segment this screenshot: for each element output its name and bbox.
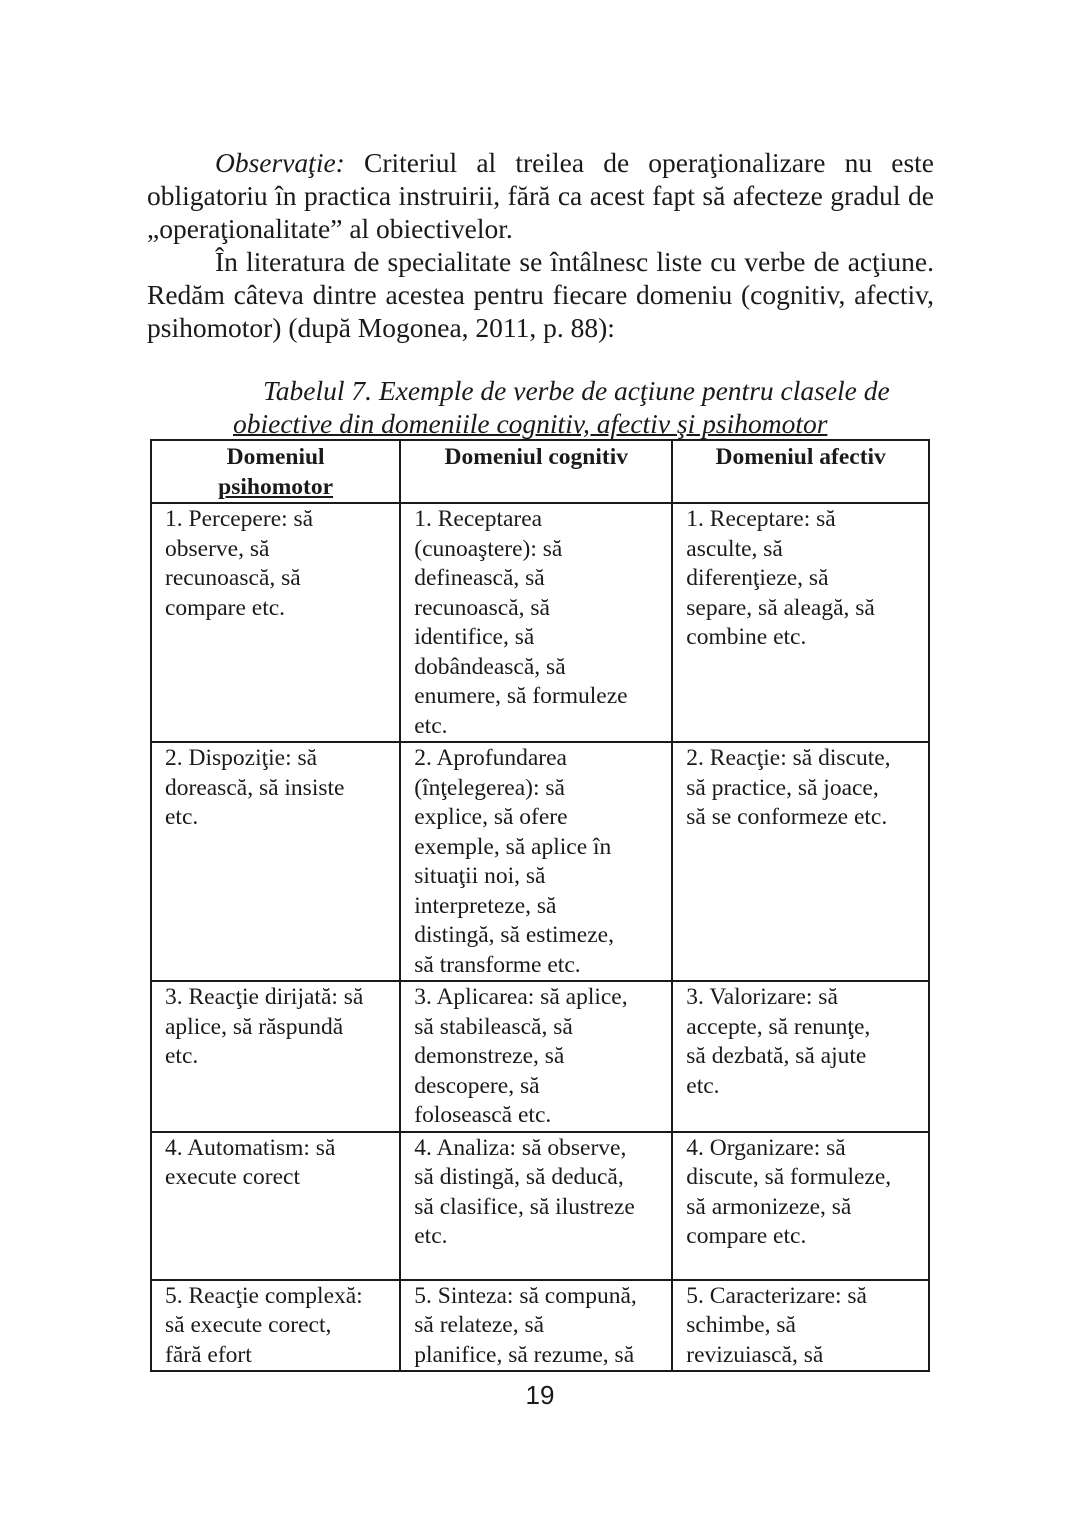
observation-label: Observaţie: xyxy=(215,147,345,178)
cell-line: 3. Aplicarea: să aplice, xyxy=(414,984,628,1010)
cell-line: să clasifice, să ilustreze xyxy=(414,1193,635,1220)
cell-line: fără efort xyxy=(165,1341,252,1368)
cell-line: demonstreze, să xyxy=(414,1043,565,1069)
cell-line: 1. Percepere: să xyxy=(165,506,314,532)
cell-line: 5. Caracterizare: să xyxy=(686,1282,867,1309)
cell-line: observe, să xyxy=(165,535,270,562)
cell-line: să practice, să joace, xyxy=(686,774,879,801)
cell-line: schimbe, să xyxy=(686,1312,796,1338)
cell-line: aplice, să răspundă xyxy=(165,1013,344,1040)
cell-line: (înţelegerea): să xyxy=(414,774,565,801)
cell-line: definească, să xyxy=(414,565,545,591)
cell-line: să armonizeze, să xyxy=(686,1193,852,1220)
cell-line: etc. xyxy=(414,1223,448,1249)
cell-line: dobândească, să xyxy=(414,653,566,680)
observation-paragraph xyxy=(147,146,934,245)
table-header-row xyxy=(151,440,929,503)
cell-line: să dezbată, să ajute xyxy=(686,1043,867,1069)
cell-afectiv xyxy=(672,1132,929,1280)
cell-line: diferenţieze, să xyxy=(686,565,829,591)
table-caption xyxy=(150,374,930,440)
cell-line: asculte, să xyxy=(686,535,783,562)
page-number: 19 xyxy=(525,1380,555,1410)
cell-psihomotor xyxy=(151,503,400,742)
cell-cognitiv xyxy=(400,742,672,981)
cell-line: accepte, să renunţe, xyxy=(686,1013,871,1040)
cell-psihomotor xyxy=(151,981,400,1132)
cell-line: etc. xyxy=(165,1043,199,1069)
cell-psihomotor xyxy=(151,742,400,981)
cell-cognitiv xyxy=(400,1132,672,1280)
cell-cognitiv xyxy=(400,981,672,1132)
header-psihomotor xyxy=(151,440,400,503)
cell-line: să stabilească, să xyxy=(414,1013,573,1040)
observation-text: Criteriul al treilea de operaţionalizare nu este obligatoriu în practica instruirii, fără ca acest fapt să afecteze gradul de „operaţionalitate” al obiectivelor. xyxy=(147,147,934,244)
header-cognitiv: Domeniul cognitiv xyxy=(400,440,672,503)
cell-line: separe, să aleagă, să xyxy=(686,594,875,621)
cell-line: 3. Reacţie dirijată: să xyxy=(165,984,364,1010)
action-verbs-table xyxy=(150,439,930,1372)
cell-line: combine etc. xyxy=(686,624,807,650)
table-row xyxy=(151,981,929,1132)
cell-line: exemple, să aplice în xyxy=(414,833,612,860)
cell-line: folosească etc. xyxy=(414,1102,552,1128)
cell-line: 2. Aprofundarea xyxy=(414,745,567,771)
header-psihomotor-line1: Domeniul xyxy=(226,444,325,470)
cell-line: descopere, să xyxy=(414,1072,540,1099)
cell-afectiv xyxy=(672,981,929,1132)
cell-line: recunoască, să xyxy=(414,594,550,621)
table-caption-line1: Tabelul 7. Exemple de verbe de acţiune pentru clasele de xyxy=(263,375,890,406)
cell-line: 4. Analiza: să observe, xyxy=(414,1134,627,1161)
cell-line: 2. Dispoziţie: să xyxy=(165,745,318,771)
table-body xyxy=(151,503,929,1371)
cell-line: 4. Automatism: să xyxy=(165,1134,336,1161)
cell-line: identifice, să xyxy=(414,624,535,650)
header-afectiv: Domeniul afectiv xyxy=(672,440,929,503)
cell-afectiv xyxy=(672,742,929,981)
cell-line: compare etc. xyxy=(686,1223,807,1249)
cell-line: distingă, să estimeze, xyxy=(414,922,614,948)
cell-line: revizuiască, să xyxy=(686,1341,824,1368)
cell-line: explice, să ofere xyxy=(414,804,568,830)
cell-line: 5. Reacţie complexă: xyxy=(165,1282,363,1309)
cell-line: 4. Organizare: să xyxy=(686,1134,846,1161)
cell-cognitiv xyxy=(400,503,672,742)
cell-line: recunoască, să xyxy=(165,565,301,591)
cell-line: să distingă, să deducă, xyxy=(414,1164,624,1190)
cell-line: 2. Reacţie: să discute, xyxy=(686,745,891,771)
cell-line: dorească, să insiste xyxy=(165,774,345,801)
cell-line: etc. xyxy=(686,1072,720,1099)
cell-line: execute corect xyxy=(165,1164,301,1190)
cell-line: 1. Receptare: să xyxy=(686,506,836,532)
cell-line: să transforme etc. xyxy=(414,951,581,978)
cell-line: să relateze, să xyxy=(414,1312,545,1338)
cell-line: discute, să formuleze, xyxy=(686,1164,892,1190)
cell-line: enumere, să formuleze xyxy=(414,683,628,709)
cell-psihomotor xyxy=(151,1280,400,1372)
cell-line: 1. Receptarea xyxy=(414,506,543,532)
cell-line: să execute corect, xyxy=(165,1312,332,1338)
cell-line: compare etc. xyxy=(165,594,286,621)
cell-psihomotor xyxy=(151,1132,400,1280)
cell-cognitiv xyxy=(400,1280,672,1372)
table-row xyxy=(151,503,929,742)
cell-line: interpreteze, să xyxy=(414,892,557,919)
intro-text: În literatura de specialitate se întâlnesc liste cu verbe de acţiune. Redăm câteva dintre acestea pentru fiecare domeniu (cognitiv, afectiv, psihomotor) (după Mogonea, 2011, p. 88): xyxy=(147,246,934,343)
intro-paragraph xyxy=(147,245,934,344)
cell-line: etc. xyxy=(165,804,199,830)
cell-line: 3. Valorizare: să xyxy=(686,984,838,1010)
table-row xyxy=(151,742,929,981)
cell-line: situaţii noi, să xyxy=(414,863,546,889)
cell-line: 5. Sinteza: să compună, xyxy=(414,1282,637,1309)
table-row xyxy=(151,1280,929,1372)
table-caption-line2: obiective din domeniile cognitiv, afectiv şi psihomotor xyxy=(233,408,828,439)
cell-line: să se conformeze etc. xyxy=(686,804,888,830)
table-row xyxy=(151,1132,929,1280)
header-psihomotor-line2: psihomotor xyxy=(218,473,334,500)
cell-line: etc. xyxy=(414,712,448,739)
cell-afectiv xyxy=(672,1280,929,1372)
cell-line: planifice, să rezume, să xyxy=(414,1341,635,1368)
cell-afectiv xyxy=(672,503,929,742)
cell-line: (cunoaştere): să xyxy=(414,535,563,562)
